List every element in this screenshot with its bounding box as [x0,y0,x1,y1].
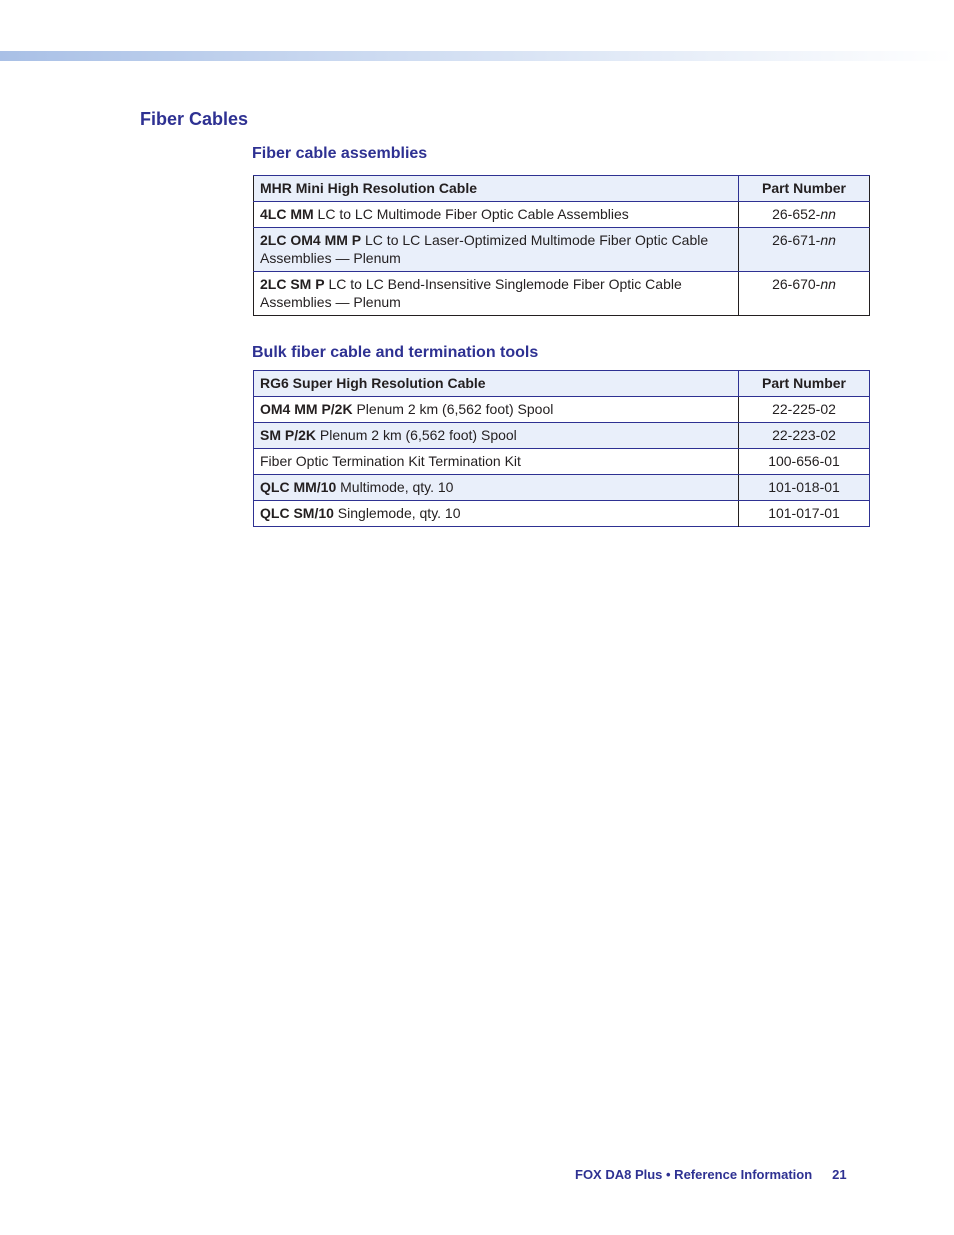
table-row [254,228,870,272]
part-number-prefix: 26-652- [772,206,821,222]
assemblies-subtitle: Fiber cable assemblies [252,145,428,162]
part-number-cell [739,272,870,316]
table-row [254,202,870,228]
description-cell [254,397,739,423]
table-header-row [254,176,870,202]
model-description: Plenum 2 km (6,562 foot) Spool [316,427,517,443]
model-description: Singlemode, qty. 10 [333,505,461,521]
bulk-subtitle: Bulk fiber cable and termination tools [252,344,539,361]
description-cell [254,475,739,501]
model-name: 2LC SM P [260,276,325,292]
fiber-assemblies-table [253,175,870,316]
section-title: Fiber Cables [140,109,249,129]
description-cell [254,501,739,527]
part-number-cell: 22-225-02 [739,397,870,423]
part-number-column-header: Part Number [739,371,870,397]
page-number: 21 [832,1167,847,1182]
part-number-cell: 101-017-01 [739,501,870,527]
description-column-header: RG6 Super High Resolution Cable [254,371,739,397]
description-cell [254,228,739,272]
model-name: 4LC MM [260,206,314,222]
table-row [254,423,870,449]
model-description: Multimode, qty. 10 [336,479,454,495]
model-description: LC to LC Laser-Optimized Multimode Fiber Optic Cable Assemblies — Plenum [260,232,709,266]
table-row [254,397,870,423]
bulk-fiber-table [253,370,870,527]
page-footer [575,1167,847,1182]
description-cell [254,423,739,449]
description-cell [254,449,739,475]
model-description: LC to LC Multimode Fiber Optic Cable Assemblies [313,206,629,222]
part-number-suffix: nn [820,232,836,248]
part-number-cell [739,228,870,272]
model-description: Fiber Optic Termination Kit Termination Kit [260,453,521,469]
part-number-column-header: Part Number [739,176,870,202]
footer-title: FOX DA8 Plus • Reference Information [575,1167,813,1182]
description-column-header: MHR Mini High Resolution Cable [254,176,739,202]
table-row [254,501,870,527]
part-number-suffix: nn [820,206,836,222]
part-number-suffix: nn [820,276,836,292]
model-description: LC to LC Bend-Insensitive Singlemode Fiber Optic Cable Assemblies — Plenum [260,276,682,310]
model-description: Plenum 2 km (6,562 foot) Spool [352,401,554,417]
table-header-row [254,371,870,397]
header-gradient-bar [0,51,954,61]
model-name: 2LC OM4 MM P [260,232,362,248]
table-row [254,449,870,475]
description-cell [254,272,739,316]
part-number-cell: 22-223-02 [739,423,870,449]
part-number-cell: 101-018-01 [739,475,870,501]
model-name: QLC SM/10 [260,505,334,521]
model-name: OM4 MM P/2K [260,401,353,417]
part-number-prefix: 26-670- [772,276,821,292]
table-row [254,475,870,501]
part-number-cell [739,202,870,228]
table-row [254,272,870,316]
description-cell [254,202,739,228]
model-name: SM P/2K [260,427,317,443]
model-name: QLC MM/10 [260,479,337,495]
part-number-prefix: 26-671- [772,232,821,248]
part-number-cell: 100-656-01 [739,449,870,475]
